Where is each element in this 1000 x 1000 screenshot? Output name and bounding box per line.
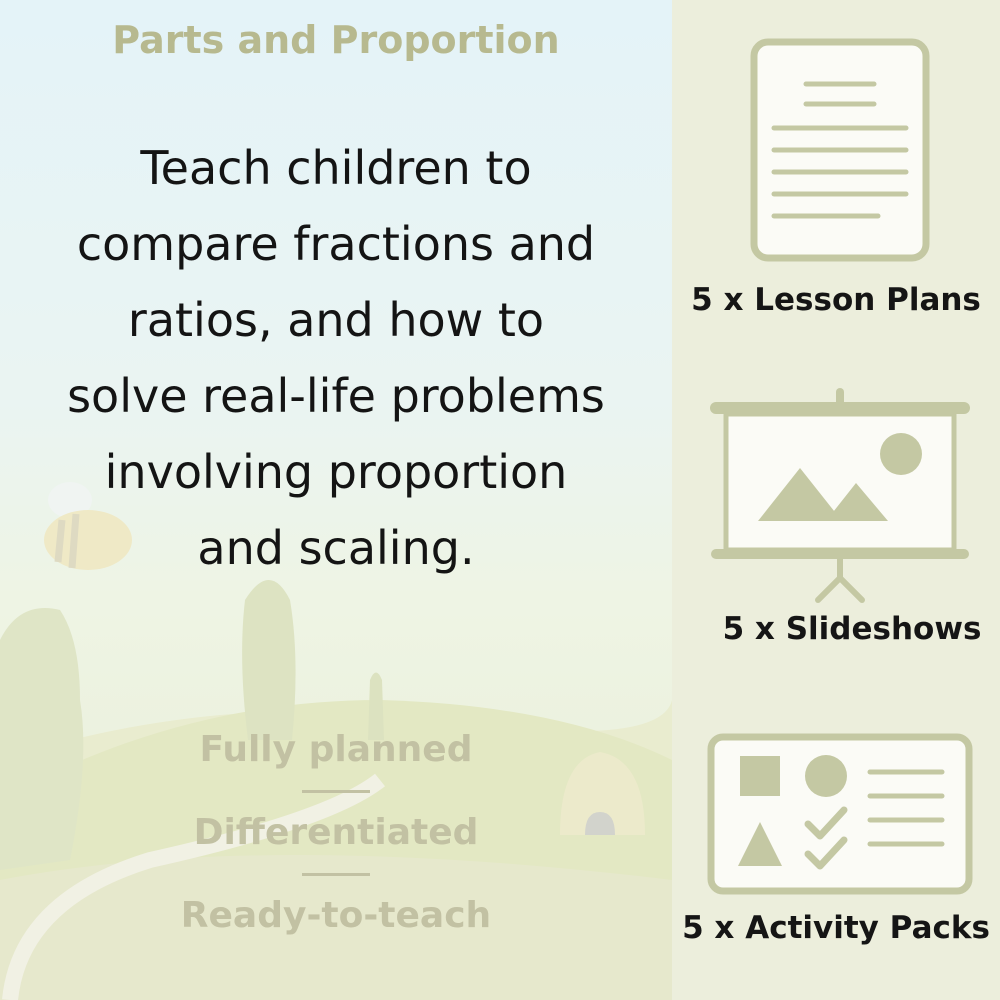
feature-fully-planned: Fully planned	[199, 729, 473, 770]
activity-pack-icon	[706, 732, 974, 896]
resource-label-lesson-plans: 5 x Lesson Plans	[691, 282, 981, 318]
resource-label-activity-packs: 5 x Activity Packs	[682, 910, 990, 946]
feature-ready-to-teach: Ready-to-teach	[180, 895, 492, 936]
headline-line: involving proportion	[104, 445, 568, 499]
lesson-plan-document-icon	[748, 36, 932, 264]
headline-line: Teach children to	[140, 141, 532, 195]
headline-line: compare fractions and	[76, 217, 596, 271]
headline-line: and scaling.	[197, 521, 475, 575]
page-title: Parts and Proportion	[112, 18, 560, 62]
feature-differentiated: Differentiated	[193, 812, 479, 853]
projector-screen-icon	[708, 388, 972, 610]
headline	[20, 130, 652, 586]
cypress-tree	[242, 580, 295, 740]
feature-divider	[302, 790, 370, 793]
headline-line: ratios, and how to	[127, 293, 545, 347]
resource-label-slideshows: 5 x Slideshows	[722, 611, 982, 647]
feature-divider	[302, 873, 370, 876]
headline-line: solve real-life problems	[67, 369, 605, 423]
feature-list	[0, 724, 672, 942]
